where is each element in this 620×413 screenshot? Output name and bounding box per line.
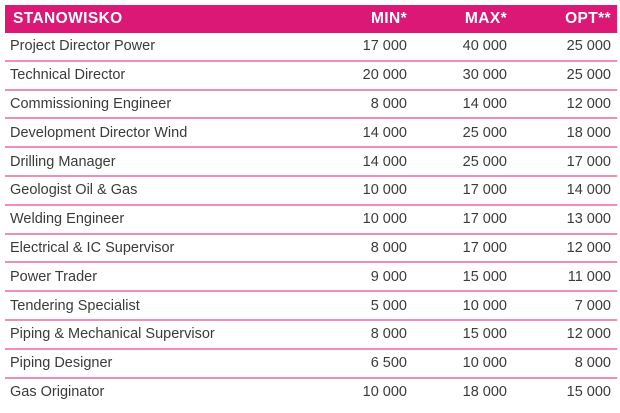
table-row: [5, 61, 617, 90]
table-row: [5, 378, 617, 406]
table-row: [5, 176, 617, 205]
position-cell: Piping & Mechanical Supervisor: [5, 320, 307, 349]
position-cell: Gas Originator: [10, 383, 105, 400]
opt-cell: 14 000: [507, 176, 617, 205]
position-cell: Piping Designer: [5, 349, 307, 378]
max-cell: 40 000: [407, 33, 507, 61]
min-cell: 10 000: [307, 205, 407, 234]
header-row: [5, 5, 617, 33]
opt-cell: 25 000: [507, 61, 617, 90]
salary-table-body: [5, 33, 617, 405]
min-cell: 14 000: [307, 147, 407, 176]
table-row: [5, 262, 617, 291]
max-cell: 18 000: [462, 383, 507, 400]
opt-cell: 25 000: [507, 33, 617, 61]
max-cell: 17 000: [407, 234, 507, 263]
table-row: [5, 205, 617, 234]
position-cell: Technical Director: [5, 61, 307, 90]
min-cell: 10 000: [307, 176, 407, 205]
max-cell: 17 000: [407, 205, 507, 234]
max-cell: 30 000: [407, 61, 507, 90]
opt-cell: 15 000: [566, 383, 611, 400]
min-cell: 14 000: [307, 118, 407, 147]
column-header-min: MIN*: [307, 5, 407, 33]
position-cell: Development Director Wind: [5, 118, 307, 147]
min-cell: 10 000: [362, 383, 407, 400]
opt-cell: 12 000: [507, 320, 617, 349]
max-cell: 25 000: [407, 118, 507, 147]
opt-cell: 11 000: [507, 262, 617, 291]
table-row: [5, 320, 617, 349]
max-cell: 14 000: [407, 90, 507, 119]
position-cell: Welding Engineer: [5, 205, 307, 234]
opt-cell: 13 000: [507, 205, 617, 234]
min-cell: 20 000: [307, 61, 407, 90]
opt-cell: 8 000: [507, 349, 617, 378]
position-cell: Geologist Oil & Gas: [5, 176, 307, 205]
min-cell: 9 000: [307, 262, 407, 291]
position-cell: Tendering Specialist: [5, 291, 307, 320]
min-cell: 8 000: [307, 234, 407, 263]
salary-table: [5, 5, 617, 405]
min-cell: 5 000: [307, 291, 407, 320]
opt-cell: 12 000: [507, 234, 617, 263]
salary-table-header: [5, 5, 617, 33]
column-header-max: MAX*: [407, 5, 507, 33]
position-cell: Power Trader: [5, 262, 307, 291]
position-cell: Electrical & IC Supervisor: [5, 234, 307, 263]
position-cell: Project Director Power: [5, 33, 307, 61]
column-header-stanowisko: STANOWISKO: [5, 5, 307, 33]
max-cell: 10 000: [407, 291, 507, 320]
opt-cell: 18 000: [507, 118, 617, 147]
opt-cell: 17 000: [507, 147, 617, 176]
column-header-opt: OPT**: [507, 5, 617, 33]
max-cell: 10 000: [407, 349, 507, 378]
table-row: [5, 234, 617, 263]
table-row: [5, 33, 617, 61]
table-row: [5, 90, 617, 119]
salary-table-container: [5, 5, 617, 405]
max-cell: 25 000: [407, 147, 507, 176]
table-row: [5, 118, 617, 147]
table-row: [5, 349, 617, 378]
min-cell: 17 000: [307, 33, 407, 61]
min-cell: 6 500: [307, 349, 407, 378]
opt-cell: 7 000: [507, 291, 617, 320]
max-cell: 15 000: [407, 320, 507, 349]
max-cell: 15 000: [407, 262, 507, 291]
min-cell: 8 000: [307, 320, 407, 349]
position-cell: Drilling Manager: [5, 147, 307, 176]
table-row: [5, 147, 617, 176]
max-cell: 17 000: [407, 176, 507, 205]
table-row: [5, 291, 617, 320]
opt-cell: 12 000: [507, 90, 617, 119]
position-cell: Commissioning Engineer: [5, 90, 307, 119]
min-cell: 8 000: [307, 90, 407, 119]
